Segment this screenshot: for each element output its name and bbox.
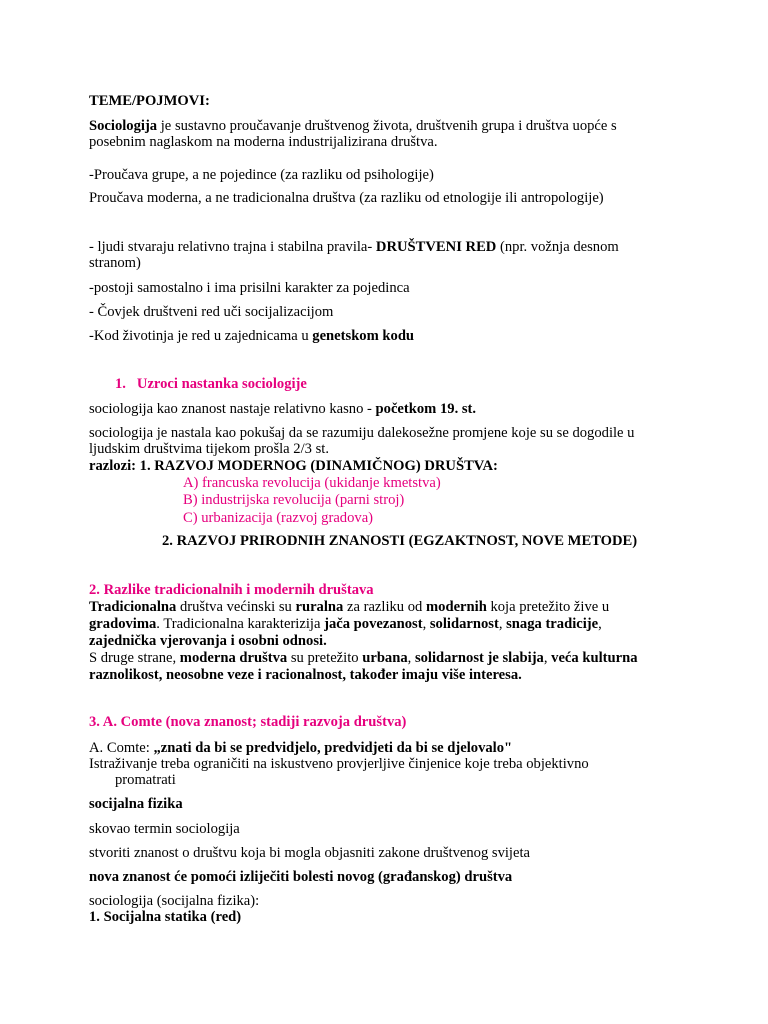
reason-sub-a: A) francuska revolucija (ukidanje kmetstva) <box>183 475 441 491</box>
quote-author: A. Comte: <box>89 740 154 756</box>
order-animals <box>89 328 689 345</box>
late-text: sociologija kao znanost nastaje relativno kasno - <box>89 401 376 417</box>
s2-text: za razliku od <box>343 599 426 615</box>
sociology-paren: sociologija (socijalna fizika): <box>89 893 260 909</box>
s2-ruralna: ruralna <box>295 599 344 615</box>
term-drustveni-red: DRUŠTVENI RED <box>375 239 497 255</box>
section-1-attempt-2: ljudskim društvima tijekom prošla 2/3 st. <box>89 441 329 457</box>
term-sociologija: Sociologija <box>89 118 158 134</box>
quote-text: „znati da bi se predvidjelo, predvidjeti da bi se djelovalo" <box>153 740 513 756</box>
order-line-1 <box>89 239 689 256</box>
cure-society: nova znanost će pomoći izliječiti bolesti novog (građanskog) društva <box>89 869 513 885</box>
comte-quote <box>89 740 689 757</box>
social-statics: 1. Socijalna statika (red) <box>89 909 242 925</box>
intro-line-1 <box>89 118 689 135</box>
s2-tradicija: snaga tradicije <box>506 616 599 632</box>
intro-line-2: posebnim naglaskom na moderna industrijalizirana društva. <box>89 134 438 150</box>
create-science: stvoriti znanost o društvu koja bi mogla objasniti zakone društvenog svijeta <box>89 845 530 861</box>
s2-text: , <box>498 616 507 632</box>
reason-sub-b: B) industrijska revolucija (parni stroj) <box>183 492 405 508</box>
reasons-label: razlozi: <box>89 458 140 474</box>
reason-1: 1. RAZVOJ MODERNOG (DINAMIČNOG) DRUŠTVA: <box>139 458 498 474</box>
section-2-line-4 <box>89 650 689 667</box>
s2-moderna: moderna društva <box>179 650 288 666</box>
order-text-post: (npr. vožnja desnom <box>496 239 619 255</box>
order-line-2: stranom) <box>89 255 141 271</box>
s2-text: , <box>422 616 430 632</box>
section-1-heading <box>115 376 715 393</box>
coined-term: skovao termin sociologija <box>89 821 240 837</box>
animals-text: -Kod životinja je red u zajednicama u <box>89 328 313 344</box>
section-1-title: Uzroci nastanka sociologije <box>136 376 307 392</box>
study-groups: -Proučava grupe, a ne pojedince (za razliku od psihologije) <box>89 167 434 183</box>
s2-povezanost: jača povezanost <box>324 616 423 632</box>
term-genetski-kod: genetskom kodu <box>312 328 415 344</box>
s2-text: , <box>598 616 602 632</box>
section-2-heading: 2. Razlike tradicionalnih i modernih društava <box>89 582 374 598</box>
section-2-line-5: raznolikost, neosobne veze i racionalnost, također imaju više interesa. <box>89 667 522 683</box>
s2-slabija: solidarnost je slabija <box>414 650 544 666</box>
section-1-attempt-1: sociologija je nastala kao pokušaj da se razumiju dalekosežne promjene koje su se dogodile u <box>89 425 635 441</box>
section-2-line-3: zajednička vjerovanja i osobni odnosi. <box>89 633 327 649</box>
s2-text: koja pretežito žive u <box>486 599 610 615</box>
s2-text: su pretežito <box>287 650 363 666</box>
order-exists: -postoji samostalno i ima prisilni karakter za pojedinca <box>89 280 410 296</box>
term-pocetak-19: početkom 19. st. <box>375 401 477 417</box>
study-modern: Proučava moderna, a ne tradicionalna društva (za razliku od etnologije ili antropologije) <box>89 190 604 206</box>
section-2-line-1 <box>89 599 689 616</box>
s2-solidarnost: solidarnost <box>429 616 499 632</box>
social-physics: socijalna fizika <box>89 796 183 812</box>
page-title: TEME/POJMOVI: <box>89 93 210 109</box>
s2-text: . Tradicionalna karakterizija <box>156 616 325 632</box>
research-line-1: Istraživanje treba ograničiti na iskustveno provjerljive činjenice koje treba objektivno <box>89 756 589 772</box>
order-text: - ljudi stvaraju relativno trajna i stabilna pravila- <box>89 239 376 255</box>
s2-gradovima: gradovima <box>89 616 157 632</box>
intro-text: je sustavno proučavanje društvenog života, društvenih grupa i društva uopće s <box>157 118 617 134</box>
section-2-line-2 <box>89 616 689 633</box>
section-1-late <box>89 401 689 418</box>
s2-raznolikost: veća kulturna <box>551 650 638 666</box>
reasons-line <box>89 458 689 475</box>
reason-2: 2. RAZVOJ PRIRODNIH ZNANOSTI (EGZAKTNOST, NOVE METODE) <box>162 533 638 549</box>
s2-text: društva većinski su <box>176 599 296 615</box>
section-3-heading: 3. A. Comte (nova znanost; stadiji razvoja društva) <box>89 714 407 730</box>
s2-modernih: modernih <box>426 599 487 615</box>
s2-tradicionalna: Tradicionalna <box>89 599 177 615</box>
s2-text: , <box>543 650 552 666</box>
order-learn: - Čovjek društveni red uči socijalizacijom <box>89 304 334 320</box>
reason-sub-c: C) urbanizacija (razvoj gradova) <box>183 510 374 526</box>
s2-urbana: urbana <box>362 650 408 666</box>
research-line-2: promatrati <box>115 772 176 788</box>
s2-text: , <box>407 650 415 666</box>
section-1-number: 1. <box>115 376 126 392</box>
s2-text: S druge strane, <box>89 650 180 666</box>
